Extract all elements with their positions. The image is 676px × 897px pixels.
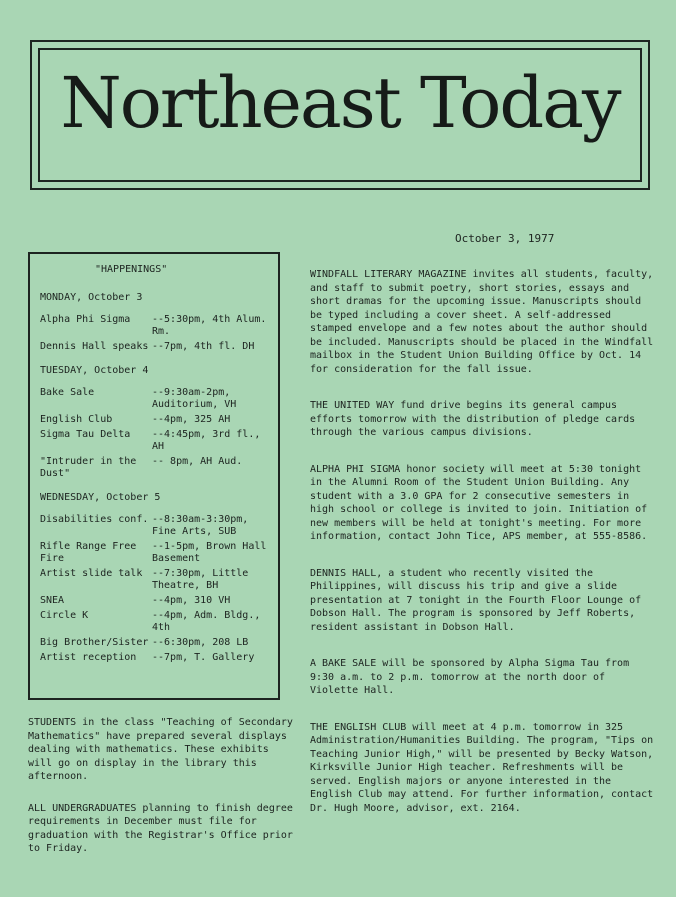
calendar-event-row <box>40 429 270 453</box>
happenings-calendar <box>28 252 280 700</box>
news-item: A BAKE SALE will be sponsored by Alpha Sigma Tau from 9:30 a.m. to 2 p.m. tomorrow at the north door of Violette Hall. <box>310 658 630 696</box>
event-time-place: --6:30pm, 208 LB <box>152 637 249 648</box>
event-time-place: --4pm, 310 VH <box>152 595 231 606</box>
event-name: Big Brother/Sister <box>40 637 149 648</box>
left-column <box>28 716 293 874</box>
calendar-event-row <box>40 637 270 649</box>
event-name: Artist reception <box>40 652 137 663</box>
event-name: "Intruder in the Dust" <box>40 456 137 479</box>
event-time-place: --7pm, T. Gallery <box>152 652 255 663</box>
event-name: Dennis Hall speaks <box>40 341 149 352</box>
news-item: STUDENTS in the class "Teaching of Secondary Mathematics" have prepared several displays dealing with mathematics. These exhibits will go on display in the library this afternoon. <box>28 717 293 782</box>
calendar-event-row <box>40 610 270 634</box>
calendar-event-row <box>40 514 270 538</box>
event-time-place: --7pm, 4th fl. DH <box>152 341 255 352</box>
news-item: THE UNITED WAY fund drive begins its general campus efforts tomorrow with the distribution of pledge cards through the various campus divisions. <box>310 400 636 438</box>
event-name: Bake Sale <box>40 387 95 398</box>
news-item: ALL UNDERGRADUATES planning to finish degree requirements in December must file for graduation with the Registrar's Office prior to Friday. <box>28 802 293 854</box>
masthead-frame <box>30 40 650 190</box>
calendar-event-row <box>40 541 270 565</box>
event-time-place: --4:45pm, 3rd fl., AH <box>152 429 261 452</box>
news-item: DENNIS HALL, a student who recently visited the Philippines, will discuss his trip and give a slide presentation at 7 tonight in the Fourth Floor Lounge of Dobson Hall. The program is sponsored by Jeff Roberts, resident assistant in Dobson Hall. <box>310 567 642 633</box>
calendar-event-row <box>40 652 270 664</box>
calendar-day-heading: TUESDAY, October 4 <box>40 365 149 376</box>
event-name: Disabilities conf. <box>40 514 149 525</box>
event-time-place: --5:30pm, 4th Alum. Rm. <box>152 314 267 337</box>
event-time-place: --4pm, Adm. Bldg., 4th <box>152 610 261 633</box>
event-time-place: --1-5pm, Brown Hall Basement <box>152 541 267 564</box>
event-time-place: --9:30am-2pm, Auditorium, VH <box>152 387 237 410</box>
calendar-event-row <box>40 341 270 353</box>
calendar-day-heading: MONDAY, October 3 <box>40 292 143 303</box>
calendar-event-row <box>40 568 270 592</box>
calendar-event-row <box>40 314 270 338</box>
issue-date: October 3, 1977 <box>455 232 555 245</box>
event-name: Rifle Range Free Fire <box>40 541 137 564</box>
calendar-days <box>40 292 270 664</box>
event-time-place: --8:30am-3:30pm, Fine Arts, SUB <box>152 514 249 537</box>
event-name: SNEA <box>40 595 65 606</box>
event-time-place: --4pm, 325 AH <box>152 414 231 425</box>
news-item: ALPHA PHI SIGMA honor society will meet at 5:30 tonight in the Alumni Room of the Student Union Building. Any student with a 3.0 GPA for 2 consecutive semesters in high school or college is invited to join. Initiation of new members will be held at tonight's meeting. For more information, contact John Tice, APS member, at 555-8586. <box>310 463 648 542</box>
masthead-inner-frame <box>38 48 642 182</box>
calendar-event-row <box>40 414 270 426</box>
news-item: WINDFALL LITERARY MAGAZINE invites all students, faculty, and staff to submit poetry, short stories, essays and short dramas for the upcoming issue. Manuscripts should be typed including a cover sheet. A self-addressed stamped envelope and a few notes about the author should be included. Manuscripts should be placed in the Windfall mailbox in the Student Union Building Office by Oct. 14 for consideration for the fall issue. <box>310 269 654 375</box>
calendar-event-row <box>40 595 270 607</box>
news-item: THE ENGLISH CLUB will meet at 4 p.m. tomorrow in 325 Administration/Humanities Building. The program, "Tips on Teaching Junior High," will be presented by Becky Watson, Kirksville Junior High teacher. Refreshments will be served. English majors or anyone interested in the English Club may attend. For further information, contact Dr. Hugh Moore, advisor, ext. 2164. <box>310 721 654 814</box>
event-name: Artist slide talk <box>40 568 143 579</box>
right-column <box>310 268 655 838</box>
event-name: Circle K <box>40 610 89 621</box>
calendar-day-heading: WEDNESDAY, October 5 <box>40 492 161 503</box>
event-name: Alpha Phi Sigma <box>40 314 131 325</box>
calendar-event-row <box>40 456 270 480</box>
event-name: Sigma Tau Delta <box>40 429 131 440</box>
masthead-title: Northeast Today <box>60 62 620 144</box>
event-name: English Club <box>40 414 113 425</box>
calendar-title: "HAPPENINGS" <box>95 264 168 275</box>
event-time-place: --7:30pm, Little Theatre, BH <box>152 568 249 591</box>
calendar-event-row <box>40 387 270 411</box>
event-time-place: -- 8pm, AH Aud. <box>152 456 243 467</box>
